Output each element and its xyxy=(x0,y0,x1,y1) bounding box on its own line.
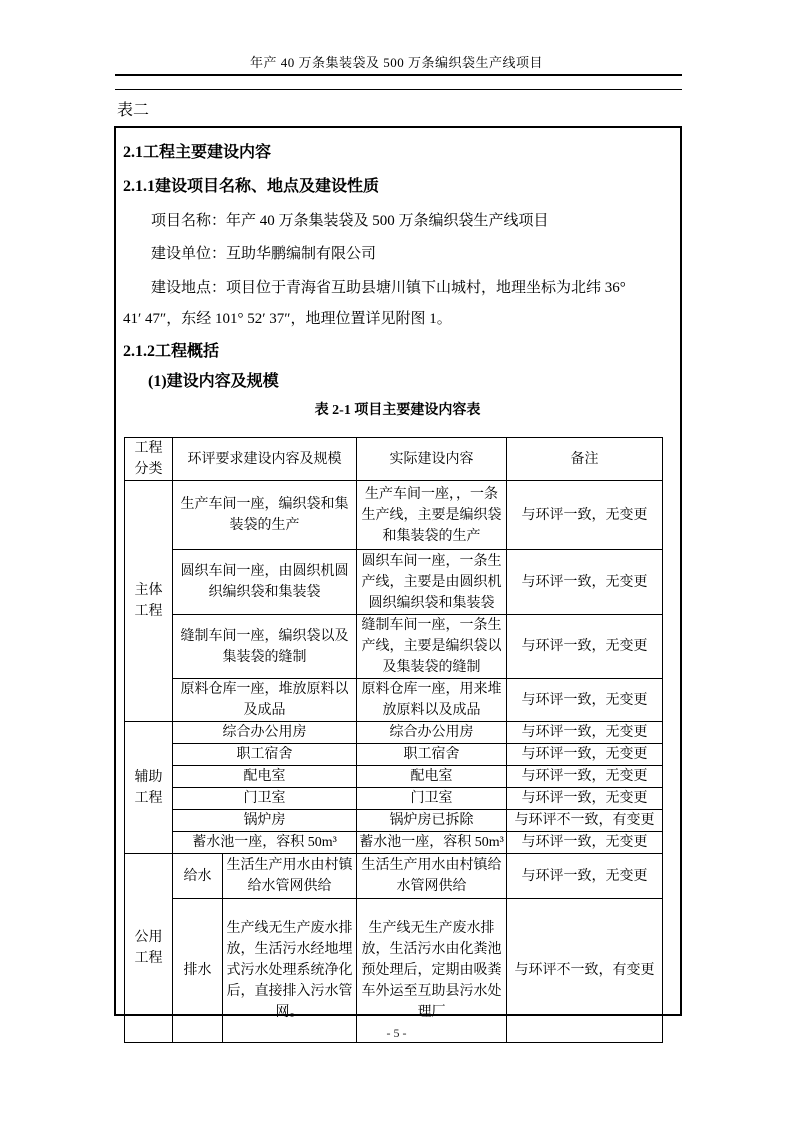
table-row xyxy=(125,744,663,766)
actual-cell: 圆织车间一座，一条生产线，主要是由圆织机圆织编织袋和集装袋 xyxy=(357,550,507,615)
sub-category-water-supply: 给水 xyxy=(173,854,223,899)
table-row xyxy=(125,788,663,810)
table-row xyxy=(125,615,663,679)
header-cell-note: 备注 xyxy=(507,438,663,481)
eia-cell: 门卫室 xyxy=(173,788,357,810)
table-caption: 表 2-1 项目主要建设内容表 xyxy=(314,403,481,418)
actual-cell: 生活生产用水由村镇给水管网供给 xyxy=(357,854,507,899)
actual-cell: 原料仓库一座，用来堆放原料以及成品 xyxy=(357,679,507,722)
eia-cell: 职工宿舍 xyxy=(173,744,357,766)
eia-cell: 圆织车间一座，由圆织机圆织编织袋和集装袋 xyxy=(173,550,357,615)
actual-cell: 综合办公用房 xyxy=(357,722,507,744)
location-line-2: 41′ 47″，东经 101° 52′ 37″，地理位置详见附图 1。 xyxy=(123,311,452,327)
builder-line: 建设单位：互助华鹏编制有限公司 xyxy=(151,246,377,262)
header-cell-actual: 实际建设内容 xyxy=(357,438,507,481)
heading-2-1-1: 2.1.1建设项目名称、地点及建设性质 xyxy=(123,178,380,195)
page-number: - 5 - xyxy=(386,1026,407,1040)
eia-cell: 原料仓库一座，堆放原料以及成品 xyxy=(173,679,357,722)
actual-cell: 蓄水池一座，容积 50m³ xyxy=(357,832,507,854)
heading-item-1: (1)建设内容及规模 xyxy=(148,373,279,390)
note-cell: 与环评不一致，有变更 xyxy=(507,810,663,832)
actual-cell: 门卫室 xyxy=(357,788,507,810)
header-cell-category: 工程 分类 xyxy=(125,438,173,481)
note-cell: 与环评一致，无变更 xyxy=(507,744,663,766)
note-cell: 与环评一致，无变更 xyxy=(507,722,663,744)
table-row xyxy=(125,481,663,550)
actual-cell: 配电室 xyxy=(357,766,507,788)
note-cell: 与环评一致，无变更 xyxy=(507,766,663,788)
content-box xyxy=(114,126,682,1020)
category-main-works: 主体 工程 xyxy=(125,481,173,722)
sub-category-drainage: 排水 xyxy=(173,899,223,1043)
note-cell: 与环评一致，无变更 xyxy=(507,679,663,722)
table-row xyxy=(125,766,663,788)
table-row xyxy=(125,854,663,899)
header-cell-eia: 环评要求建设内容及规模 xyxy=(173,438,357,481)
heading-2-1: 2.1工程主要建设内容 xyxy=(123,144,272,161)
table-row xyxy=(125,679,663,722)
note-cell: 与环评一致，无变更 xyxy=(507,788,663,810)
note-cell: 与环评一致，无变更 xyxy=(507,854,663,899)
actual-cell: 生产线无生产废水排放，生活污水由化粪池预处理后，定期由吸粪车外运至互助县污水处理厂 xyxy=(357,899,507,1043)
location-line-1: 建设地点：项目位于青海省互助县塘川镇下山城村，地理坐标为北纬 36° xyxy=(151,280,626,296)
note-cell: 与环评不一致，有变更 xyxy=(507,899,663,1043)
table-row xyxy=(125,810,663,832)
actual-cell: 缝制车间一座，一条生产线，主要是编织袋以及集装袋的缝制 xyxy=(357,615,507,679)
note-cell: 与环评一致，无变更 xyxy=(507,550,663,615)
category-auxiliary-works: 辅助 工程 xyxy=(125,722,173,854)
category-public-works: 公用 工程 xyxy=(125,854,173,1043)
eia-cell: 生产线无生产废水排放，生活污水经地埋式污水处理系统净化后，直接排入污水管网。 xyxy=(223,899,357,1043)
table-row xyxy=(125,550,663,615)
table-header-row xyxy=(125,438,663,481)
eia-cell: 蓄水池一座，容积 50m³ xyxy=(173,832,357,854)
sheet-label: 表二 xyxy=(117,102,150,119)
eia-cell: 缝制车间一座，编织袋以及集装袋的缝制 xyxy=(173,615,357,679)
table-row xyxy=(125,722,663,744)
construction-content-table xyxy=(124,437,663,1043)
actual-cell: 职工宿舍 xyxy=(357,744,507,766)
heading-2-1-2: 2.1.2工程概括 xyxy=(123,343,220,360)
project-name-line: 项目名称：年产 40 万条集装袋及 500 万条编织袋生产线项目 xyxy=(151,213,549,229)
eia-cell: 配电室 xyxy=(173,766,357,788)
header-rule-top xyxy=(115,74,682,76)
note-cell: 与环评一致，无变更 xyxy=(507,481,663,550)
document-header-title: 年产 40 万条集装袋及 500 万条编织袋生产线项目 xyxy=(249,55,543,70)
eia-cell: 生产车间一座，编织袋和集装袋的生产 xyxy=(173,481,357,550)
eia-cell: 锅炉房 xyxy=(173,810,357,832)
table-row xyxy=(125,832,663,854)
eia-cell: 综合办公用房 xyxy=(173,722,357,744)
actual-cell: 锅炉房已拆除 xyxy=(357,810,507,832)
table-row xyxy=(125,899,663,1043)
note-cell: 与环评一致，无变更 xyxy=(507,615,663,679)
header-rule-bottom xyxy=(115,89,682,90)
note-cell: 与环评一致，无变更 xyxy=(507,832,663,854)
eia-cell: 生活生产用水由村镇给水管网供给 xyxy=(223,854,357,899)
actual-cell: 生产车间一座，，一条生产线，主要是编织袋和集装袋的生产 xyxy=(357,481,507,550)
